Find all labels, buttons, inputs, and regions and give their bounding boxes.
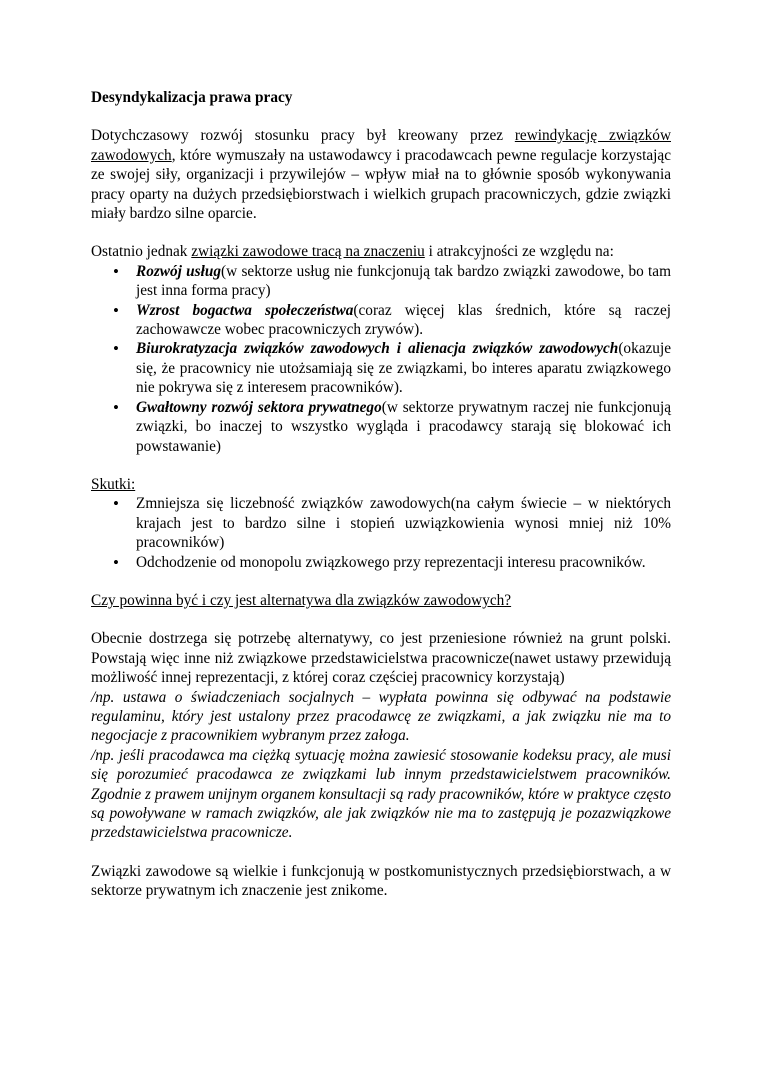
list-item	[91, 301, 671, 340]
list-item	[91, 339, 671, 397]
list-item: • Zmniejsza się liczebność związków zawodowych(na całym świecie – w niektórych krajach jest to bardzo silne i stopień uzwiązkowienia wynosi mniej niż 10% pracowników)	[91, 494, 671, 552]
reason-term: Rozwój usług	[136, 262, 222, 280]
reason-text: (okazuje się, że pracownicy nie utożsamiają się ze związkami, bo interes aparatu związkowego nie pokrywa się z interesem pracowników).	[136, 340, 671, 397]
example-paragraph-1: /np. ustawa o świadczeniach socjalnych – wypłata powinna się odbywać na podstawie regulaminu, który jest ustalony przez pracodawcę ze związkami, a jak związku nie ma to negocjacje z pracownikiem wybranym przez załoga.	[91, 688, 671, 745]
reason-term: Biurokratyzacja związków zawodowych i alienacja związków zawodowych	[136, 340, 619, 358]
intro-paragraph	[91, 126, 671, 223]
intro-text-end: , które wymuszały na ustawodawcy i pracodawcach pewne regulacje korzystając ze swojej siły, organizacji i przywilejów – wpływ miał na to głównie sposób wykonywania pracy oparty na dużych przedsiębiorstwach i wielkich grupach pracowniczych, gdzie związki miały bardzo silne oparcie.	[91, 146, 671, 223]
intro-underlined-phrase: rewindykację związków zawodowych	[91, 127, 671, 164]
list-item	[91, 262, 671, 301]
decline-reasons-list	[91, 262, 671, 456]
reason-term: Gwałtowny rozwój sektora prywatnego	[136, 398, 382, 416]
example-paragraph-2: /np. jeśli pracodawca ma ciężką sytuację można zawiesić stosowanie kodeksu pracy, ale musi się porozumieć pracodawca ze związkami lub innym przedstawicielstwem pracowników. Zgodnie z prawem unijnym organem konsultacji są rady pracowników, które w praktyce często są powoływane w ramach związków, ale jak związków nie ma to zastępują je pozazwiązkowe przedstawicielstwa pracownicze.	[91, 746, 671, 842]
decline-intro	[91, 242, 671, 261]
reason-text: (w sektorze prywatnym raczej nie funkcjonują związki, bo inaczej to wszystko wygląda i pracodawcy starają się blokować ich powstawanie)	[136, 398, 672, 455]
document-title: Desyndykalizacja prawa pracy	[91, 89, 293, 106]
effects-heading: Skutki:	[91, 475, 136, 493]
decline-text-start: Ostatnio jednak	[91, 243, 192, 261]
question-heading	[91, 591, 671, 610]
reason-text: (w sektorze usług nie funkcjonują tak bardzo związki zawodowe, bo tam jest inna forma pracy)	[136, 262, 671, 300]
reason-text: (coraz więcej klas średnich, które są raczej zachowawcze wobec pracowniczych zrywów).	[136, 301, 672, 339]
list-item: • Odchodzenie od monopolu związkowego przy reprezentacji interesu pracowników.	[91, 553, 671, 572]
alternatives-paragraph: Obecnie dostrzega się potrzebę alternatywy, co jest przeniesione również na grunt polski. Powstają więc inne niż związkowe przedstawicielstwa pracownicze(nawet ustawy przewidują możliwość innej reprezentacji, z której coraz częściej pracownicy korzystają)	[91, 630, 671, 687]
document-page	[91, 88, 671, 920]
intro-text-start: Dotychczasowy rozwój stosunku pracy był kreowany przez	[91, 127, 515, 145]
reason-term: Wzrost bogactwa społeczeństwa	[136, 301, 354, 319]
decline-text-end: i atrakcyjności ze względu na:	[424, 243, 614, 261]
effects-list	[91, 494, 671, 572]
question-text: Czy powinna być i czy jest alternatywa dla związków zawodowych?	[91, 591, 512, 609]
list-item	[91, 398, 671, 456]
decline-underlined-phrase: związki zawodowe tracą na znaczeniu	[191, 243, 425, 261]
conclusion-paragraph: Związki zawodowe są wielkie i funkcjonują w postkomunistycznych przedsiębiorstwach, a w sektorze prywatnym ich znaczenie jest znikome.	[91, 862, 671, 900]
